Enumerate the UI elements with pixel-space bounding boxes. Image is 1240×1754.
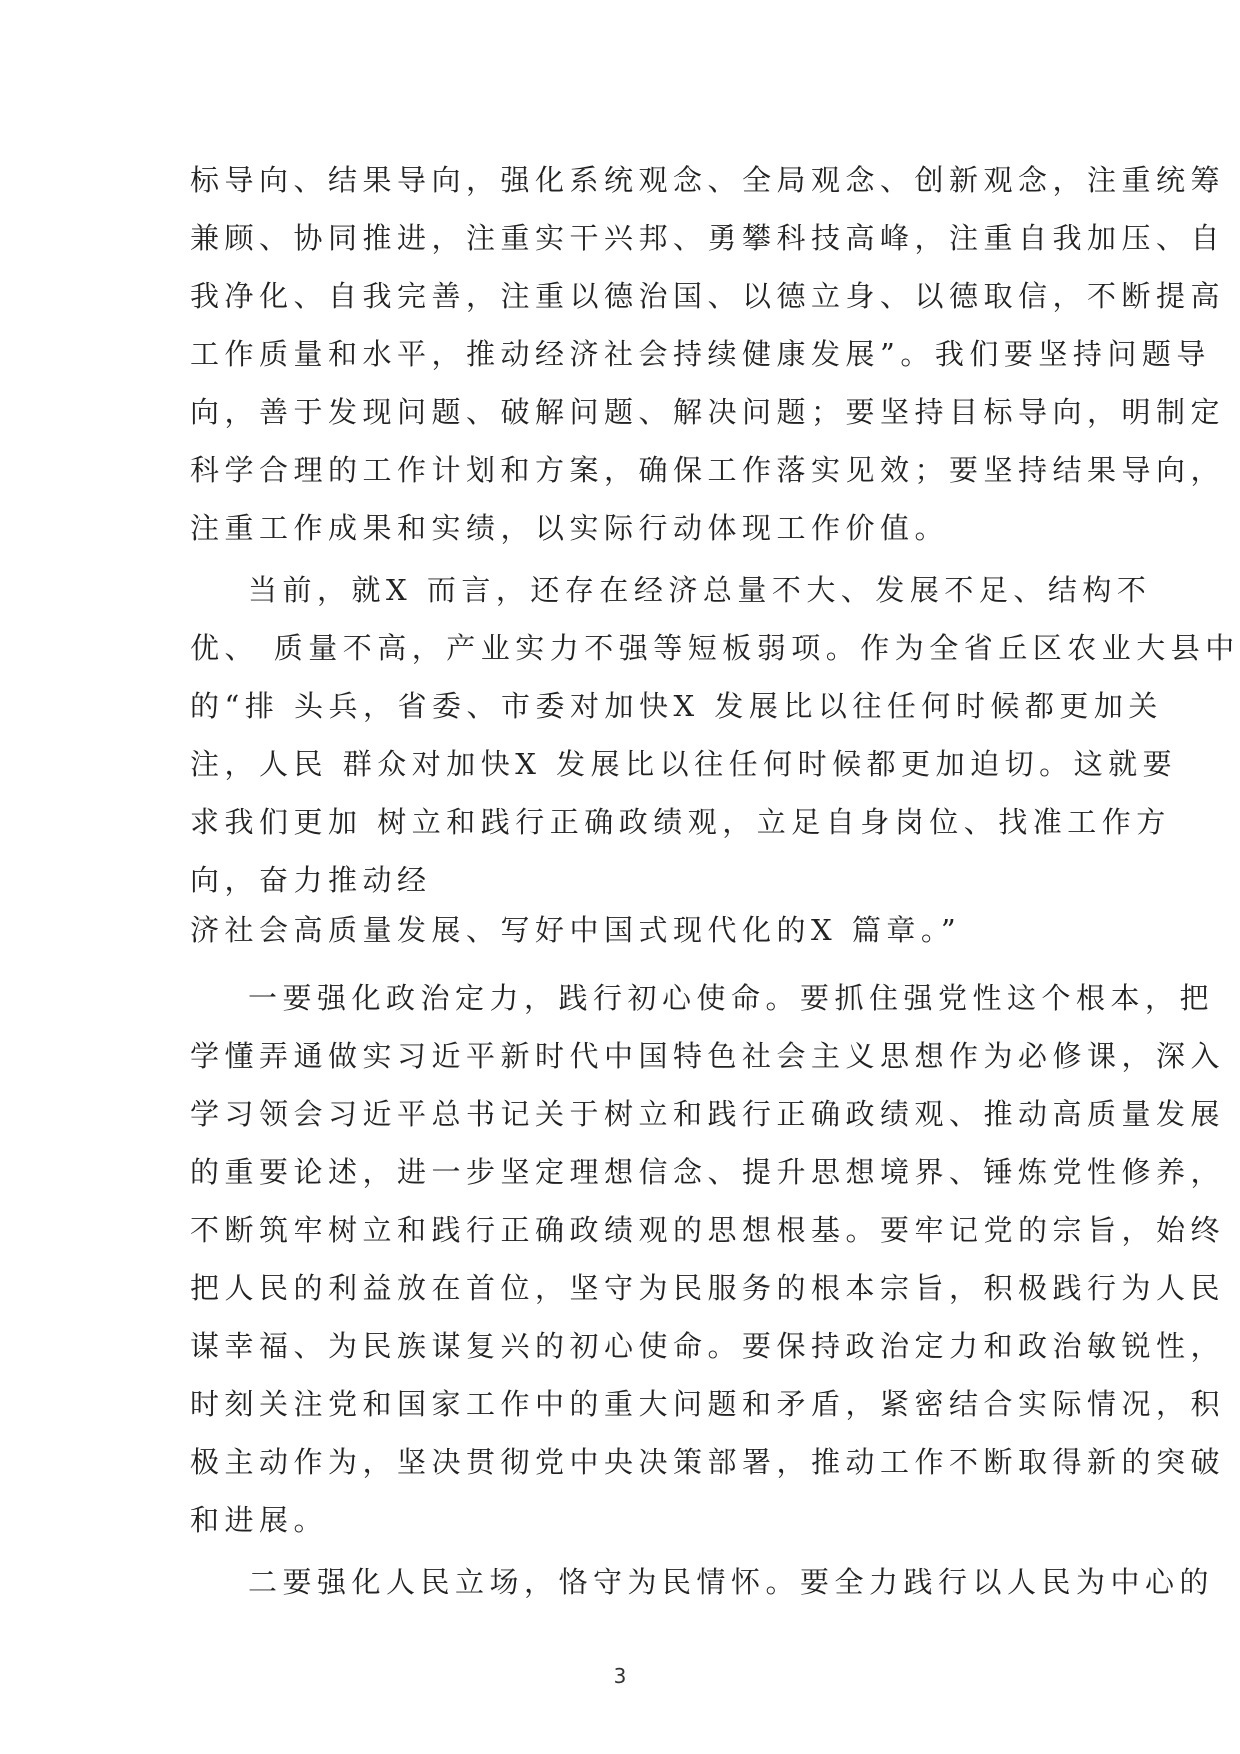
text-line: 济社会高质量发展、写好中国式现代化的X 篇章。” — [190, 913, 962, 947]
text-line: 我净化、自我完善，注重以德治国、以德立身、以德取信，不断提高 — [190, 279, 1226, 313]
text-line: 把人民的利益放在首位，坚守为民服务的根本宗旨，积极践行为人民 — [190, 1271, 1226, 1305]
paragraph-first-line: 当前，就X 而言，还存在经济总量不大、发展不足、结构不 — [248, 573, 1152, 607]
text-line: 极主动作为，坚决贯彻党中央决策部署，推动工作不断取得新的突破 — [190, 1445, 1226, 1479]
text-line: 注，人民 群众对加快X 发展比以往任何时候都更加迫切。这就要 — [190, 747, 1178, 781]
text-line: 工作质量和水平，推动经济社会持续健康发展”。我们要坚持问题导 — [190, 337, 1211, 371]
text-line: 向，善于发现问题、破解问题、解决问题；要坚持目标导向，明制定 — [190, 395, 1226, 429]
text-line: 不断筑牢树立和践行正确政绩观的思想根基。要牢记党的宗旨，始终 — [190, 1213, 1226, 1247]
text-line: 的“排 头兵，省委、市委对加快X 发展比以往任何时候都更加关 — [190, 689, 1163, 723]
text-line: 标导向、结果导向，强化系统观念、全局观念、创新观念，注重统筹 — [190, 163, 1226, 197]
text-line: 科学合理的工作计划和方案，确保工作落实见效；要坚持结果导向， — [190, 453, 1226, 487]
text-line: 学懂弄通做实习近平新时代中国特色社会主义思想作为必修课，深入 — [190, 1039, 1226, 1073]
paragraph-first-line: 二要强化人民立场，恪守为民情怀。要全力践行以人民为中心的 — [248, 1565, 1215, 1599]
text-line: 的重要论述，进一步坚定理想信念、提升思想境界、锤炼党性修养， — [190, 1155, 1226, 1189]
paragraph-first-line: 一要强化政治定力，践行初心使命。要抓住强党性这个根本，把 — [248, 981, 1215, 1015]
text-line: 学习领会习近平总书记关于树立和践行正确政绩观、推动高质量发展 — [190, 1097, 1226, 1131]
text-line: 求我们更加 树立和践行正确政绩观，立足自身岗位、找准工作方 — [190, 805, 1171, 839]
text-line: 时刻关注党和国家工作中的重大问题和矛盾，紧密结合实际情况，积 — [190, 1387, 1226, 1421]
text-line: 注重工作成果和实绩，以实际行动体现工作价值。 — [190, 511, 950, 545]
page-number: 3 — [613, 1664, 627, 1688]
text-line: 优、 质量不高，产业实力不强等短板弱项。作为全省丘区农业大县中 — [190, 631, 1240, 665]
text-line: 和进展。 — [190, 1503, 329, 1537]
text-line: 谋幸福、为民族谋复兴的初心使命。要保持政治定力和政治敏锐性， — [190, 1329, 1226, 1363]
text-line: 兼顾、协同推进，注重实干兴邦、勇攀科技高峰，注重自我加压、自 — [190, 221, 1226, 255]
text-line: 向，奋力推动经 — [190, 863, 432, 897]
